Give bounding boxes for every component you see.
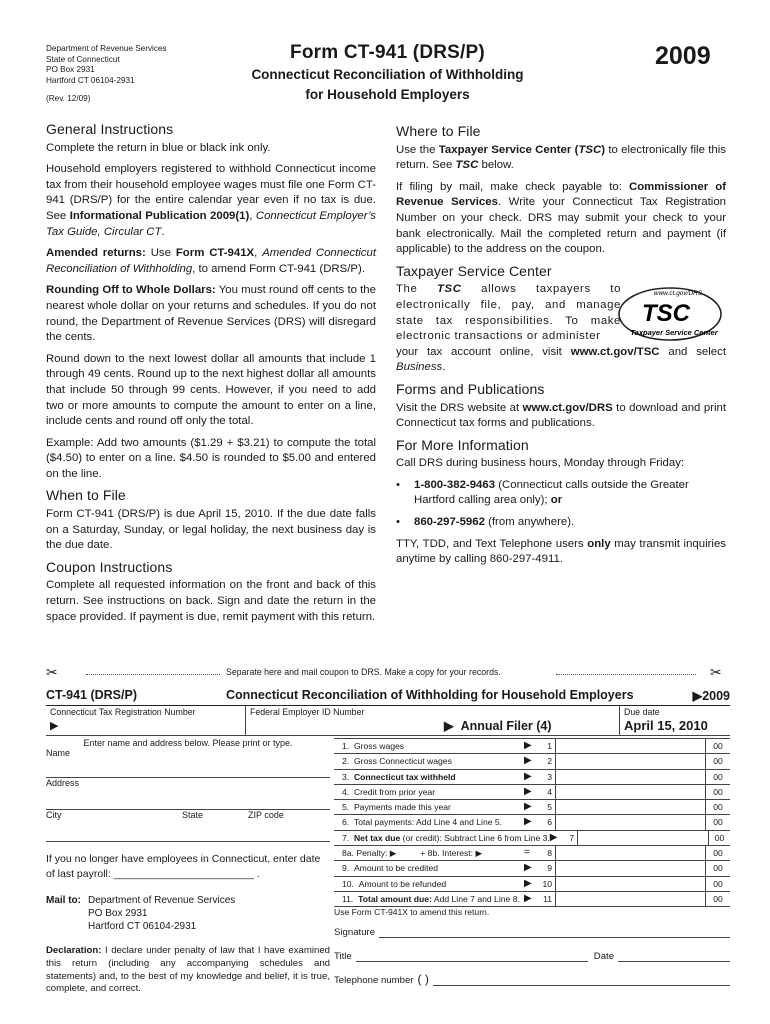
arrow-right-icon: ▶ <box>524 801 532 813</box>
arrow-right-icon: ▶ <box>50 720 59 732</box>
telephone-field[interactable]: Telephone number ( ) <box>334 968 730 986</box>
cents-value: 00 <box>713 741 723 751</box>
arrow-right-icon: ▶ <box>549 831 558 843</box>
amount-input[interactable] <box>556 877 706 891</box>
section-heading: General Instructions <box>46 121 174 137</box>
amount-input[interactable] <box>556 815 706 829</box>
cents-value: 00 <box>713 802 723 813</box>
line-number: 1 <box>536 739 556 753</box>
line-number: 9 <box>536 861 556 875</box>
amend-note: Use Form CT-941X to amend this return. <box>334 907 490 917</box>
line-number: 11 <box>536 892 556 906</box>
instruction-text: Household employers registered to withhold Connecticut income tax from their household employee wages must file one Form CT-941 (DRS/P) for the entire calendar year even if no tax is due. See Informational Publication 2009(1), Connecticut Employer’s Tax Guide, Circular CT. <box>46 163 376 238</box>
instruction-text: TTY, TDD, and Text Telephone users only may transmit inquiries anytime by calling 860-297-4911. <box>396 537 726 566</box>
section-heading: For More Information <box>396 436 529 453</box>
dept-line: Department of Revenue Services <box>46 44 167 53</box>
coupon-line[interactable] <box>334 815 730 830</box>
arrow-right-icon: ▶ <box>524 755 532 767</box>
department-address <box>46 44 167 105</box>
coupon-form-id: CT-941 (DRS/P) <box>46 688 137 702</box>
section-heading: Forms and Publications <box>396 380 545 397</box>
coupon-lines <box>334 738 730 907</box>
dept-line: Hartford CT 06104-2931 <box>46 75 135 85</box>
line-number: 6 <box>536 815 556 829</box>
city-state-zip-field[interactable]: City State ZIP code <box>46 810 330 842</box>
coupon-line[interactable] <box>334 831 730 846</box>
instruction-text: Call DRS during business hours, Monday through Friday: <box>396 457 685 470</box>
amount-input[interactable] <box>556 754 706 768</box>
instruction-text: Visit the DRS website at www.ct.gov/DRS to download and print Connecticut tax forms and publications. <box>396 401 726 430</box>
coupon-line[interactable] <box>334 754 730 769</box>
cents-value: 00 <box>714 832 725 843</box>
left-instructions <box>46 122 376 631</box>
due-date-value: April 15, 2010 <box>624 718 708 733</box>
name-field[interactable]: Name <box>46 748 330 778</box>
instruction-text: Example: Add two amounts ($1.29 + $3.21) to compute the total ($4.50) to enter on a line. $4.50 is rounded to $5.00 and entered on the line. <box>46 436 376 480</box>
last-payroll-field[interactable]: If you no longer have employees in Connecticut, enter date of last payroll: ________________________ . <box>46 853 321 880</box>
instruction-text: Amended returns: Use Form CT-941X, Amended Connecticut Reconciliation of Withholding, to amend Form CT-941 (DRS/P). <box>46 247 376 275</box>
amount-input[interactable] <box>556 861 706 875</box>
cents-value: 00 <box>713 756 723 767</box>
scissors-icon: ✂ <box>46 664 58 680</box>
arrow-right-icon: ▶ <box>524 862 532 874</box>
tax-year: 2009 <box>655 42 711 70</box>
tsc-block <box>396 282 726 376</box>
cents-value: 00 <box>713 817 723 828</box>
section-heading: Taxpayer Service Center <box>396 262 552 279</box>
arrow-right-icon: ▶ <box>524 892 532 904</box>
section-heading: When to File <box>46 487 126 504</box>
line-description: 3. Connecticut tax withheld <box>342 771 456 782</box>
line-description: 7. Net tax due (or credit): Subtract Line 6 from Line 3. <box>342 832 550 843</box>
amount-input[interactable] <box>556 785 706 799</box>
instruction-text: Use the Taxpayer Service Center (TSC) to electronically file this return. See TSC below. <box>396 143 726 172</box>
line-description: 10. Amount to be refunded <box>342 878 447 889</box>
arrow-right-icon: ▶ <box>524 770 532 782</box>
amount-input[interactable] <box>556 770 706 784</box>
coupon-line[interactable] <box>334 861 730 876</box>
revision-date: (Rev. 12/09) <box>46 94 91 103</box>
line-description: 11. Total amount due: Add Line 7 and Line 8. <box>342 893 520 904</box>
coupon-name-address <box>46 738 330 996</box>
line-number: 8 <box>536 846 556 860</box>
arrow-right-icon: ▶ <box>524 740 532 751</box>
line-number: 2 <box>536 754 556 768</box>
signature-field[interactable]: Signature <box>334 920 730 938</box>
line-number: 5 <box>536 800 556 814</box>
instruction-text: Complete all requested information on the front and back of this return. See instructions on back. Sign and date the return in the space provided. If payment is due, remit payment with this return. <box>46 579 376 623</box>
separator-text: Separate here and mail coupon to DRS. Make a copy for your records. <box>226 667 501 677</box>
coupon-line[interactable] <box>334 800 730 815</box>
dept-line: PO Box 2931 <box>46 65 95 74</box>
tsc-logo-icon <box>616 284 724 344</box>
form-subtitle: Connecticut Reconciliation of Withholding <box>251 67 524 82</box>
cents-value: 00 <box>713 771 723 782</box>
cents-value: 00 <box>713 863 723 874</box>
due-date-box: Due date April 15, 2010 <box>624 707 708 733</box>
cut-line <box>46 664 730 681</box>
cents-value: 00 <box>713 848 723 859</box>
line-number: 7 <box>560 831 578 845</box>
coupon-year: ▶2009 <box>692 689 730 703</box>
fein-field[interactable]: Federal Employer ID Number ▶ Annual Filer (4) <box>246 706 620 735</box>
line-description: 6. Total payments: Add Line 4 and Line 5. <box>342 817 503 828</box>
cents-value: 00 <box>713 893 723 904</box>
section-heading: Coupon Instructions <box>46 558 173 575</box>
signature-block <box>334 907 730 986</box>
line-number: 10 <box>536 877 556 891</box>
line-description: 5. Payments made this year <box>342 802 451 813</box>
form-title-block <box>215 42 560 104</box>
coupon-line[interactable] <box>334 846 730 861</box>
equals-icon: = <box>524 847 530 859</box>
logo-main: TSC <box>642 300 690 328</box>
instruction-text: your tax account online, visit www.ct.gov/TSC and select Business. <box>396 345 726 374</box>
instruction-text: Rounding Off to Whole Dollars: You must round off cents to the nearest whole dollar on your returns and schedules. If you do not round, the Department of Revenue Services (DRS) will disregard the cents. <box>46 284 376 344</box>
arrow-right-icon: ▶ <box>524 785 532 797</box>
arrow-right-icon: ▶ <box>524 816 532 828</box>
instruction-text: Round down to the next lowest dollar all amounts that include 1 through 49 cents. Round up to the next highest dollar all amounts that include 50 through 99 cents. However, if you need to add two or more amounts to compute the amount to enter on a line, include cents and round off only the total. <box>46 352 376 428</box>
arrow-right-icon: ▶ <box>524 877 532 889</box>
list-item: • 860-297-5962 (from anywhere). <box>396 516 575 529</box>
coupon-line[interactable] <box>334 770 730 785</box>
instruction-text: The TSC allows taxpayers to electronically file, pay, and manage state tax responsibilities. To make electronic transactions or administer <box>396 283 622 343</box>
amount-input[interactable] <box>556 892 706 906</box>
name-instructions: Enter name and address below. Please print or type. <box>83 738 293 748</box>
instruction-text: Form CT-941 (DRS/P) is due April 15, 2010. If the due date falls on a Saturday, Sunday, or legal holiday, the next business day is the due date. <box>46 508 376 552</box>
line-description: 2. Gross Connecticut wages <box>342 756 452 767</box>
amount-input[interactable] <box>578 831 709 845</box>
title-date-field[interactable]: Title Date <box>334 944 730 962</box>
declaration: Declaration: I declare under penalty of law that I have examined this return (including any accompanying schedules and statements) and, to the best of my knowledge and belief, it is true, complete, and correct. <box>46 945 330 995</box>
instruction-text: Complete the return in blue or black ink only. <box>46 141 271 154</box>
cents-value: 00 <box>713 878 723 889</box>
line-number: 3 <box>536 770 556 784</box>
form-title: Form CT-941 (DRS/P) <box>290 42 485 63</box>
amount-input[interactable] <box>556 846 706 860</box>
scissors-icon: ✂ <box>710 664 722 680</box>
instruction-text: If filing by mail, make check payable to: Commissioner of Revenue Services. Write your Connecticut Tax Registration Number on your check. DRS may submit your check to your bank electronically. Mail the completed return and payment (if applicable) to the address on the coupon. <box>396 180 726 256</box>
line-description: 4. Credit from prior year <box>342 786 436 797</box>
coupon-line[interactable] <box>334 892 730 907</box>
annual-filer: ▶ Annual Filer (4) <box>444 719 552 733</box>
amount-input[interactable] <box>556 800 706 814</box>
coupon-line[interactable] <box>334 739 730 754</box>
line-number: 4 <box>536 785 556 799</box>
form-subtitle: for Household Employers <box>305 87 470 102</box>
list-item: • 1-800-382-9463 (Connecticut calls outside the Greater Hartford calling area only); or <box>396 478 689 507</box>
address-field[interactable]: Address <box>46 778 330 810</box>
dept-line: State of Connecticut <box>46 54 120 64</box>
coupon-line[interactable] <box>334 877 730 892</box>
coupon-header <box>46 688 730 736</box>
line-description: 1. Gross wages <box>342 741 405 751</box>
mail-to: Mail to: Department of Revenue Services PO Box 2931 Hartford CT 06104-2931 <box>46 895 236 932</box>
tax-registration-field[interactable]: Connecticut Tax Registration Number ▶ <box>46 706 246 735</box>
amount-input[interactable] <box>556 739 706 753</box>
cents-value: 00 <box>713 786 723 797</box>
coupon-title: Connecticut Reconciliation of Withholding for Household Employers <box>226 688 634 702</box>
line-description: 9. Amount to be credited <box>342 863 439 874</box>
line-description: 8a. Penalty: ▶ + 8b. Interest: ▶ <box>342 848 483 859</box>
logo-sub: Taxpayer Service Center <box>630 328 718 338</box>
coupon-line[interactable] <box>334 785 730 800</box>
section-heading: Where to File <box>396 123 481 139</box>
logo-url: www.ct.gov/DRS <box>653 290 703 298</box>
right-instructions <box>396 124 726 574</box>
